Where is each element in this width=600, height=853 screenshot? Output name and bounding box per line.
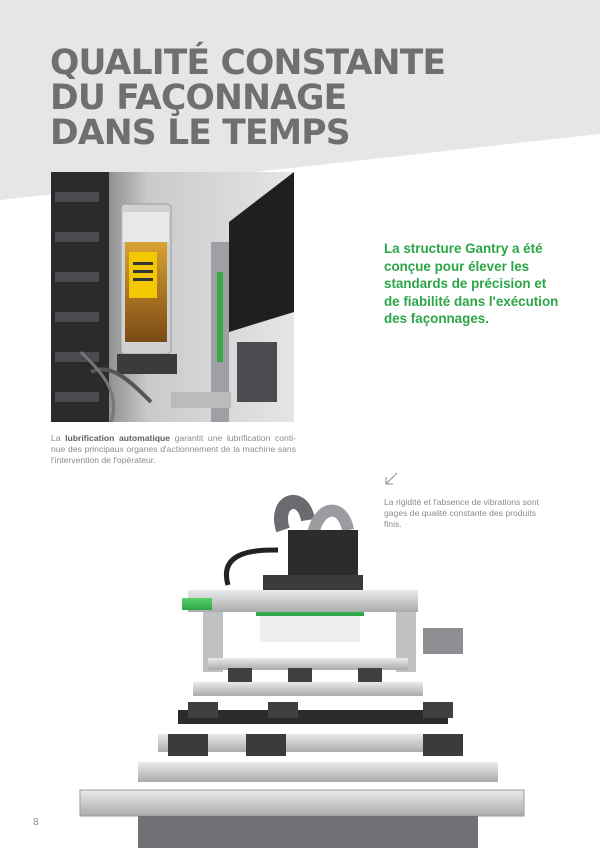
caption-rest: garantit une lubrification conti-nue des principaux organes d'actionnement de la machine sans l'intervention de l'opérateur. xyxy=(51,433,296,465)
title-line-2: DU FAÇONNAGE xyxy=(50,78,347,118)
gantry-caption: La rigidité et l'absence de vibrations sont gages de qualité constante des produits finis. xyxy=(384,497,539,529)
title-line-3: DANS LE TEMPS xyxy=(50,113,350,153)
lubrication-caption xyxy=(51,433,296,466)
gantry-machine-photo xyxy=(78,490,526,848)
lead-text: La structure Gantry a été conçue pour élever les standards de précision et de fiabilité dans l'exécution des façonnages. xyxy=(384,241,559,327)
lubrication-photo xyxy=(51,172,294,422)
page-number: 8 xyxy=(33,817,39,828)
arrow-down-left-icon xyxy=(384,472,398,486)
caption-intro: La xyxy=(51,433,66,443)
page-title xyxy=(50,43,446,153)
title-line-1: QUALITÉ CONSTANTE xyxy=(50,43,446,83)
caption-highlight: lubrification automatique xyxy=(65,433,171,443)
